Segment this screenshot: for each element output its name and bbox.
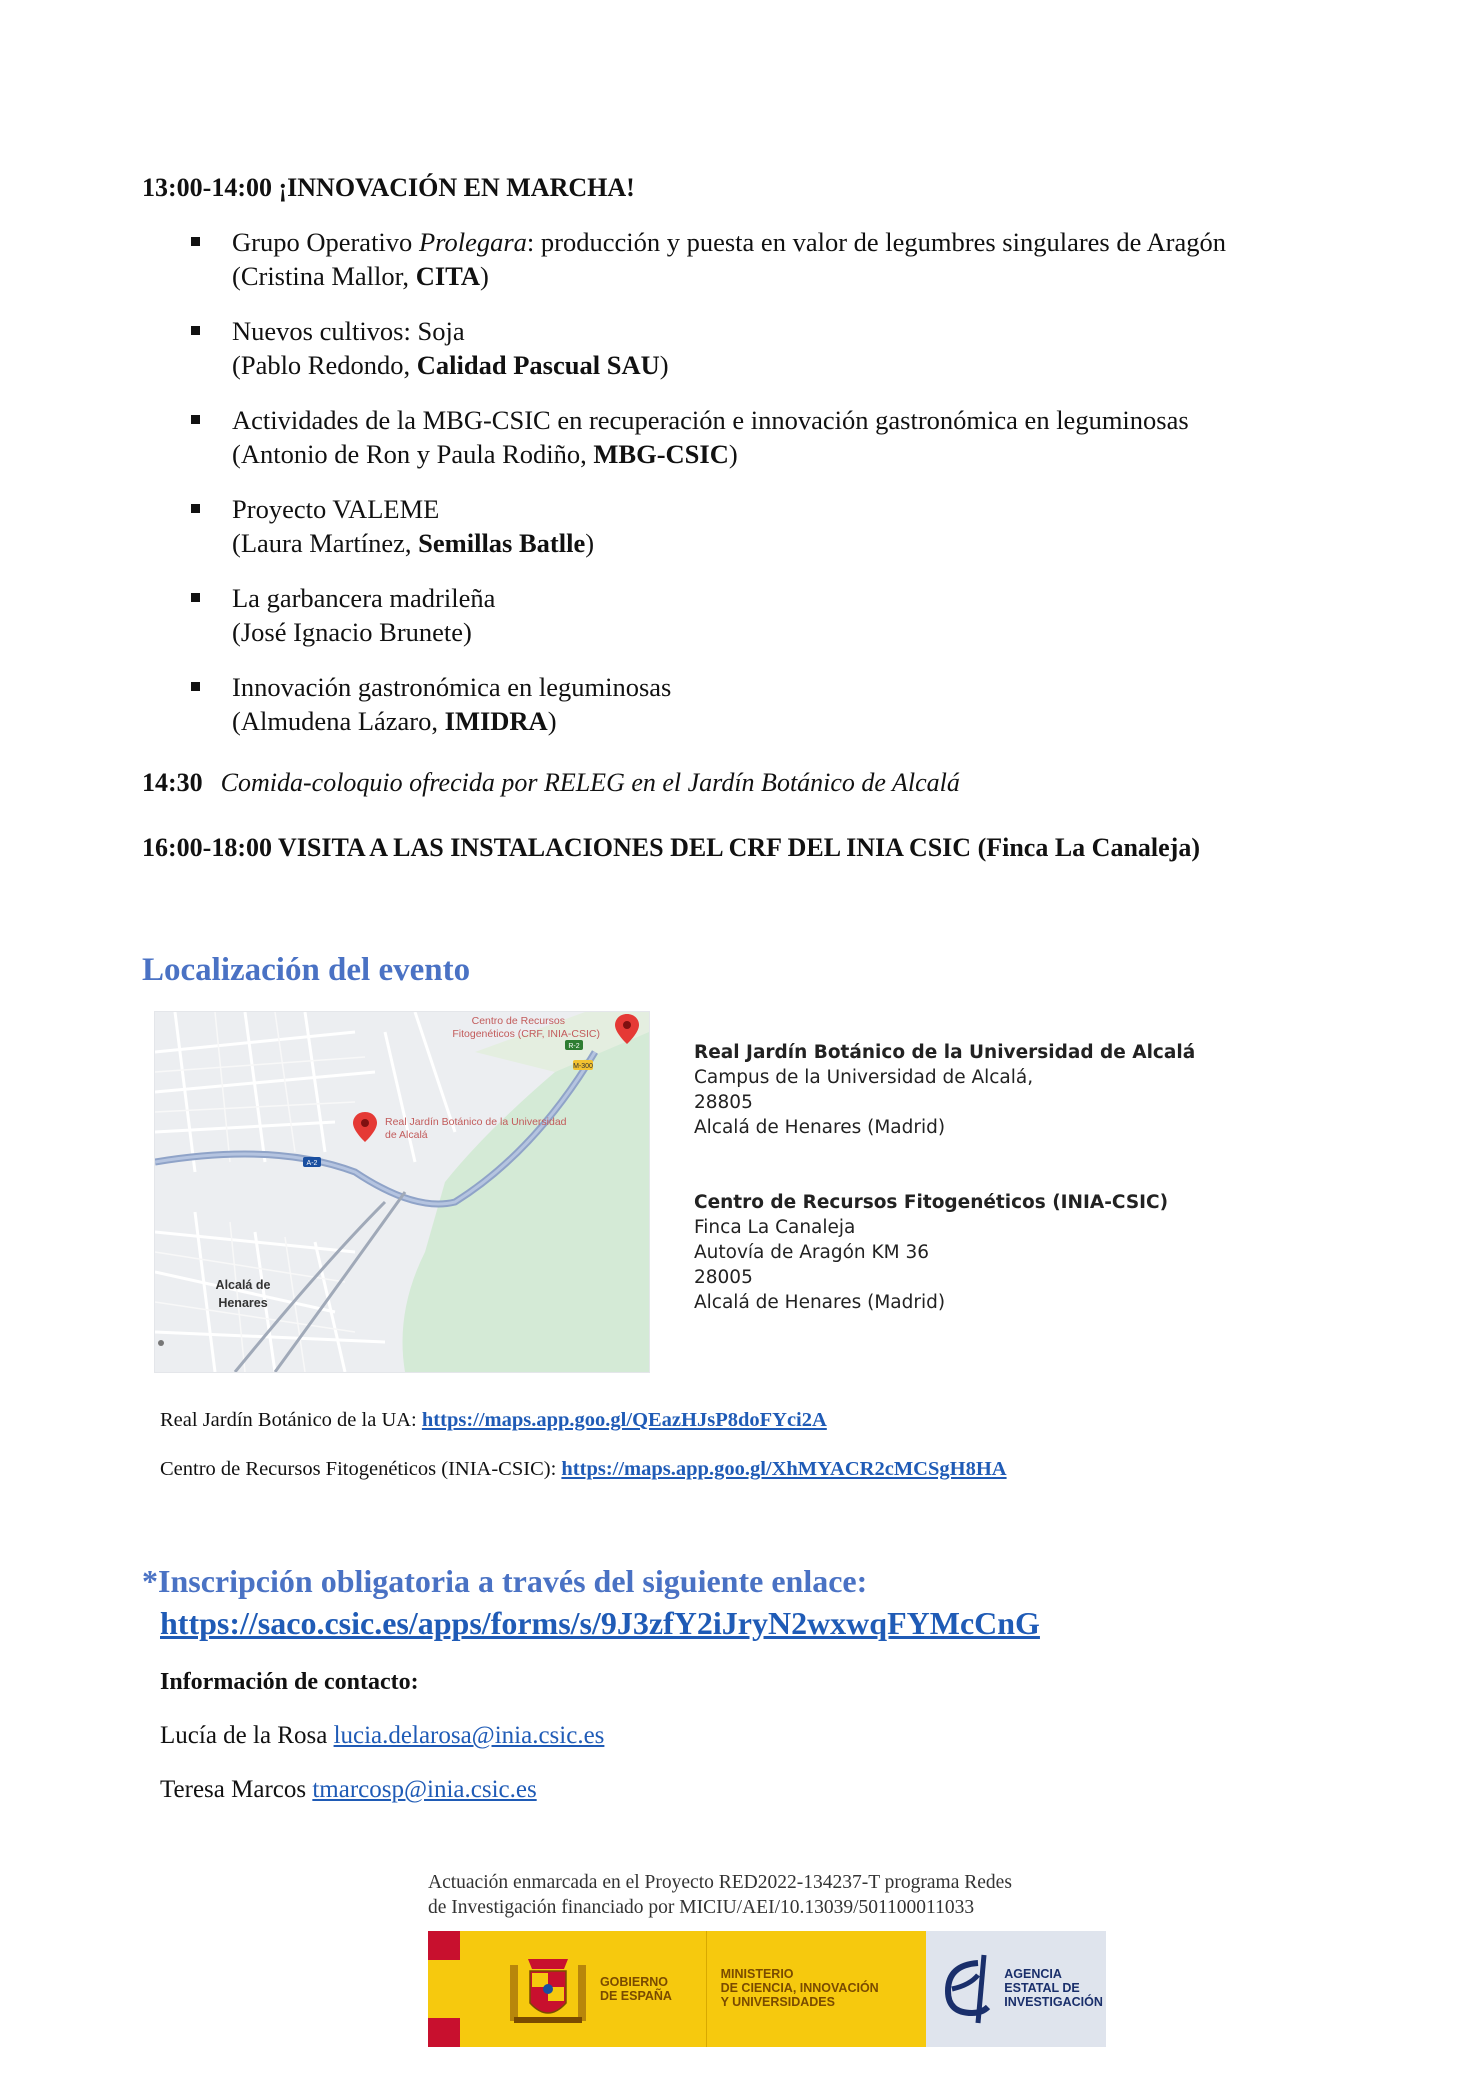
funding-logos: [428, 1931, 1106, 2047]
address-line: 28805: [694, 1092, 753, 1113]
contact-name: Teresa Marcos: [160, 1776, 313, 1803]
innovation-heading: [142, 173, 635, 203]
address-line: Autovía de Aragón KM 36: [694, 1242, 930, 1263]
map-link-row: [160, 1409, 827, 1432]
lunch-row: [142, 768, 960, 798]
lunch-text: Comida-coloquio ofrecida por RELEG en el Jardín Botánico de Alcalá: [220, 768, 960, 797]
square-bullet-icon: [191, 415, 200, 424]
agenda-item: Actividades de la MBG-CSIC en recuperación e innovación gastronómica en leguminosas (Antonio de Ron y Paula Rodiño, MBG-CSIC): [185, 403, 1335, 471]
crf-map-link[interactable]: https://maps.app.goo.gl/XhMYACR2cMCSgH8HA: [561, 1458, 1007, 1480]
contact-email-link[interactable]: lucia.delarosa@inia.csic.es: [333, 1722, 605, 1749]
logo-text-line: MINISTERIO: [720, 1967, 794, 1981]
logo-text-line: AGENCIA: [1004, 1967, 1062, 1981]
jardin-map-label-line2: de Alcalá: [385, 1129, 428, 1141]
map-link-label: Centro de Recursos Fitogenéticos (INIA-CSIC):: [160, 1458, 562, 1480]
crf-map-label-line1: Centro de Recursos: [471, 1015, 565, 1027]
road-m300-label: M-300: [573, 1063, 593, 1070]
registration-heading: *Inscripción obligatoria a través del siguiente enlace:: [142, 1563, 868, 1599]
logo-text-line: DE CIENCIA, INNOVACIÓN: [720, 1981, 879, 1995]
crf-map-label-line2: Fitogenéticos (CRF, INIA-CSIC): [452, 1028, 600, 1040]
registration-link-row: [160, 1605, 1040, 1642]
square-bullet-icon: [191, 593, 200, 602]
address-block: [694, 1040, 1195, 1140]
agenda-item: Nuevos cultivos: Soja (Pablo Redondo, Calidad Pascual SAU): [185, 314, 1335, 382]
contact-row: [160, 1776, 537, 1804]
registration-link[interactable]: https://saco.csic.es/apps/forms/s/9J3zfY2iJryN2wxwqFYMcCnG: [160, 1605, 1040, 1641]
agenda-item: Proyecto VALEME (Laura Martínez, Semillas Batlle): [185, 492, 1335, 560]
address-list: [694, 1040, 1195, 1365]
agencia-estatal-logo: [926, 1931, 1106, 2047]
agenda-list: [185, 225, 1335, 759]
eu-spain-flag-icon: [428, 1931, 460, 2047]
logo-text-line: DE ESPAÑA: [599, 1989, 672, 2003]
logo-text-line: Y UNIVERSIDADES: [720, 1995, 835, 2009]
funding-note: [428, 1870, 1012, 1920]
address-line: Finca La Canaleja: [694, 1217, 856, 1238]
jardin-map-label-line1: Real Jardín Botánico de la Universidad: [385, 1116, 567, 1128]
city-map-label-line1: Alcalá de: [215, 1278, 271, 1292]
city-map-label-line2: Henares: [218, 1296, 268, 1310]
address-line: Alcalá de Henares (Madrid): [694, 1117, 946, 1138]
gobierno-espana-logo: [460, 1931, 706, 2047]
agenda-item: Grupo Operativo Prolegara: producción y puesta en valor de legumbres singulares de Aragón (Cristina Mallor, CITA): [185, 225, 1335, 293]
address-line: 28005: [694, 1267, 753, 1288]
contact-email-link[interactable]: tmarcosp@inia.csic.es: [312, 1776, 537, 1803]
address-line: Campus de la Universidad de Alcalá,: [694, 1067, 1034, 1088]
logo-text-line: INVESTIGACIÓN: [1004, 1995, 1103, 2009]
logo-text-line: GOBIERNO: [599, 1975, 669, 1989]
map-link-row: [160, 1458, 1007, 1481]
funding-line: Actuación enmarcada en el Proyecto RED2022-134237-T programa Redes: [428, 1872, 1012, 1893]
address-name: Real Jardín Botánico de la Universidad de Alcalá: [694, 1042, 1196, 1063]
logo-text-line: ESTATAL DE: [1004, 1981, 1080, 1995]
location-map[interactable]: [154, 1011, 650, 1373]
agenda-item: La garbancera madrileña (José Ignacio Brunete): [185, 581, 1335, 649]
location-heading: Localización del evento: [142, 952, 471, 988]
square-bullet-icon: [191, 326, 200, 335]
address-name: Centro de Recursos Fitogenéticos (INIA-CSIC): [694, 1192, 1169, 1213]
lunch-time: 14:30: [142, 768, 203, 797]
road-r2-label: R-2: [568, 1043, 580, 1050]
square-bullet-icon: [191, 504, 200, 513]
address-line: Alcalá de Henares (Madrid): [694, 1292, 946, 1313]
spain-coat-of-arms-icon: [504, 1951, 592, 2031]
map-link-label: Real Jardín Botánico de la UA:: [160, 1409, 422, 1431]
jardin-map-link[interactable]: https://maps.app.goo.gl/QEazHJsP8doFYci2A: [421, 1409, 827, 1431]
contact-name: Lucía de la Rosa: [160, 1722, 334, 1749]
square-bullet-icon: [191, 682, 200, 691]
agenda-item: Innovación gastronómica en leguminosas (Almudena Lázaro, IMIDRA): [185, 670, 1335, 738]
innovation-time: 13:00-14:00: [142, 173, 272, 202]
ministerio-logo: [706, 1931, 927, 2047]
aei-symbol-icon: [938, 1949, 994, 2029]
square-bullet-icon: [191, 237, 200, 246]
road-a2-label: A-2: [306, 1160, 318, 1167]
contact-row: [160, 1722, 604, 1750]
funding-line: de Investigación financiado por MICIU/AEI/10.13039/501100011033: [428, 1897, 975, 1918]
visit-row: 16:00-18:00 VISITA A LAS INSTALACIONES DEL CRF DEL INIA CSIC (Finca La Canaleja): [142, 833, 1201, 862]
contact-heading: Información de contacto:: [160, 1669, 419, 1695]
innovation-title: ¡INNOVACIÓN EN MARCHA!: [278, 173, 635, 202]
address-block: [694, 1190, 1195, 1315]
